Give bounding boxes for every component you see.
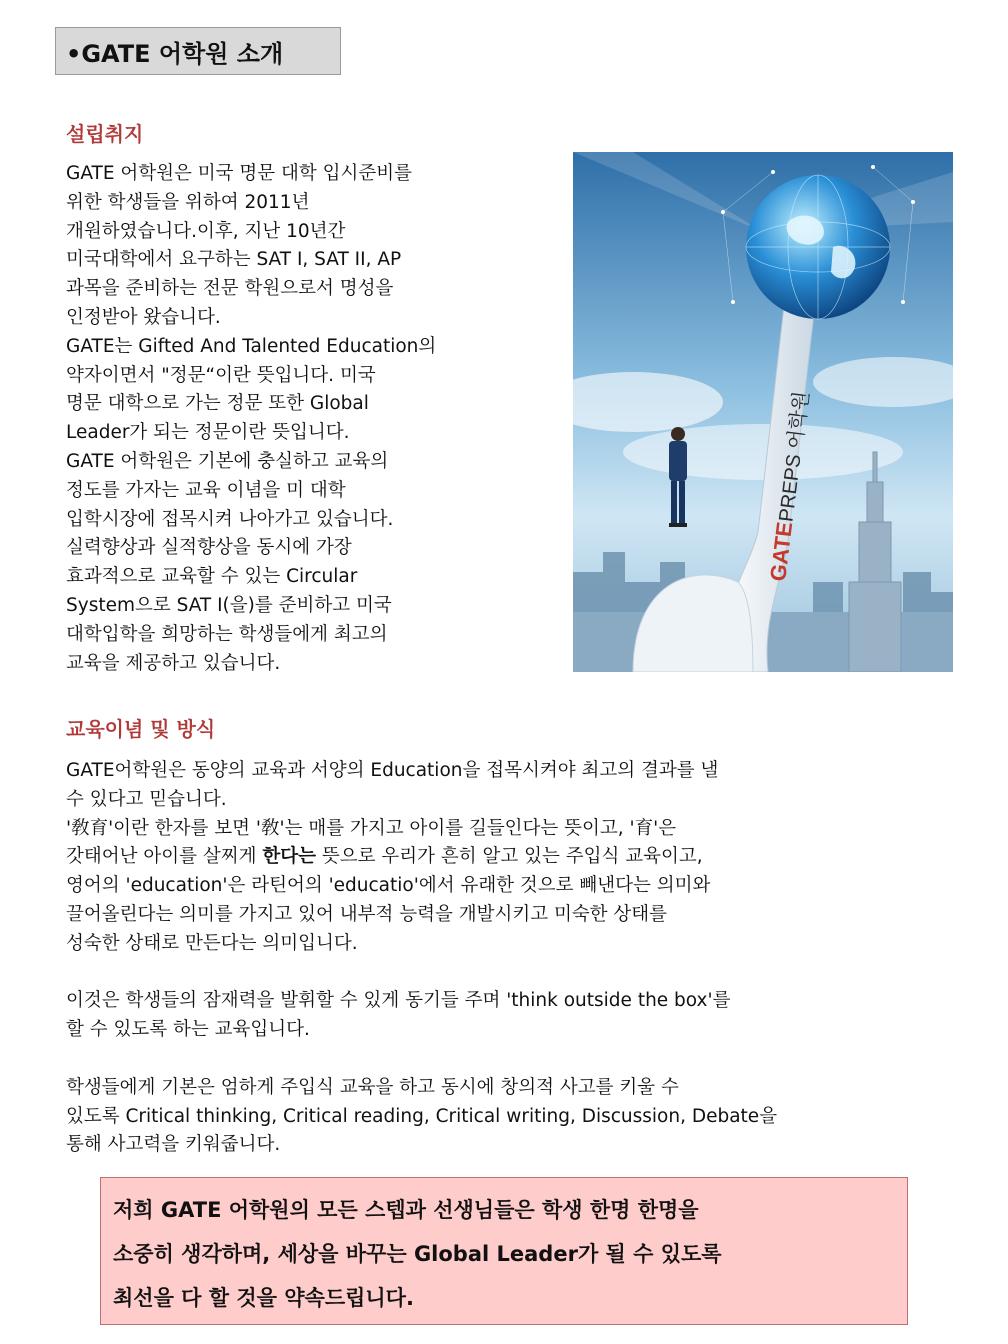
- blank-line: [66, 1045, 966, 1074]
- text-line: 이것은 학생들의 잠재력을 발휘할 수 있게 동기들 주며 'think outside the box'를: [66, 990, 731, 1012]
- section-heading-founding: 설립취지: [66, 122, 144, 146]
- page-title: •GATE 어학원 소개: [66, 39, 284, 68]
- text-line: 통해 사고력을 키워줍니다.: [66, 1134, 281, 1156]
- text-line: 교육을 제공하고 있습니다.: [66, 652, 281, 674]
- text-line: 입학시장에 접목시켜 나아가고 있습니다.: [66, 508, 394, 530]
- text-line: 과목을 준비하는 전문 학원으로서 명성을: [66, 278, 394, 300]
- text-line: '敎育'이란 한자를 보면 '敎'는 매를 가지고 아이를 길들인다는 뜻이고, '育'은: [66, 817, 677, 839]
- text-line: 개원하였습니다.이후, 지난 10년간: [66, 220, 346, 242]
- text-line: System으로 SAT I(을)를 준비하고 미국: [66, 594, 392, 616]
- text-line: 약자이면서 "정문“이란 뜻입니다. 미국: [66, 364, 376, 386]
- arrow-rest-text: PREPS 어학원: [775, 390, 814, 524]
- text-line: 미국대학에서 요구하는 SAT I, SAT II, AP: [66, 249, 402, 271]
- text-line: 위한 학생들을 위하여 2011년: [66, 191, 310, 213]
- text-fragment: 갓태어난 아이를 살찌게: [66, 846, 263, 868]
- text-line: 수 있다고 믿습니다.: [66, 788, 227, 810]
- text-line: 효과적으로 교육할 수 있는 Circular: [66, 566, 358, 588]
- section-heading-philosophy: 교육이념 및 방식: [66, 717, 216, 741]
- promise-line: 저희 GATE 어학원의 모든 스텝과 선생님들은 학생 한명 한명을: [113, 1198, 699, 1222]
- text-line: GATE 어학원은 미국 명문 대학 입시준비를: [66, 163, 413, 184]
- promise-line: 소중히 생각하며, 세상을 바꾸는 Global Leader가 될 수 있도록: [113, 1242, 722, 1266]
- bold-fragment: 한다는: [262, 846, 316, 868]
- text-line: 영어의 'education'은 라틴어의 'educatio'에서 유래한 것으로 빼낸다는 의미와: [66, 875, 711, 897]
- arrow-brand-text: GATE: [765, 520, 798, 583]
- text-line: 인정받아 왔습니다.: [66, 306, 221, 328]
- text-line: [66, 843, 966, 872]
- text-line: 명문 대학으로 가는 정문 또한 Global: [66, 393, 369, 415]
- text-line: Leader가 되는 정문이란 뜻입니다.: [66, 422, 350, 444]
- promise-line: 최선을 다 할 것을 약속드립니다.: [113, 1286, 414, 1310]
- text-line: 있도록 Critical thinking, Critical reading, Critical writing, Discussion, Debate을: [66, 1105, 778, 1127]
- text-line: 학생들에게 기본은 엄하게 주입식 교육을 하고 동시에 창의적 사고를 키울 수: [66, 1076, 679, 1098]
- page-title-box: [55, 27, 341, 75]
- blank-line: [66, 959, 966, 988]
- text-line: 대학입학을 희망하는 학생들에게 최고의: [66, 623, 388, 645]
- text-line: 끌어올린다는 의미를 가지고 있어 내부적 능력을 개발시키고 미숙한 상태를: [66, 903, 668, 925]
- founding-paragraph: [66, 160, 546, 678]
- philosophy-paragraph: [66, 757, 966, 1160]
- promise-box: [100, 1177, 908, 1325]
- text-line: 실력향상과 실적향상을 동시에 가장: [66, 537, 352, 559]
- text-line: GATE는 Gifted And Talented Education의: [66, 335, 437, 357]
- text-line: 할 수 있도록 하는 교육입니다.: [66, 1019, 310, 1041]
- gate-preps-poster-image: [573, 152, 953, 672]
- text-line: 성숙한 상태로 만든다는 의미입니다.: [66, 932, 358, 954]
- text-fragment: 뜻으로 우리가 흔히 알고 있는 주입식 교육이고,: [315, 846, 703, 868]
- text-line: 정도를 가자는 교육 이념을 미 대학: [66, 479, 346, 501]
- text-line: GATE어학원은 동양의 교육과 서양의 Education을 접목시켜야 최고의 결과를 낼: [66, 760, 719, 781]
- text-line: GATE 어학원은 기본에 충실하고 교육의: [66, 450, 389, 472]
